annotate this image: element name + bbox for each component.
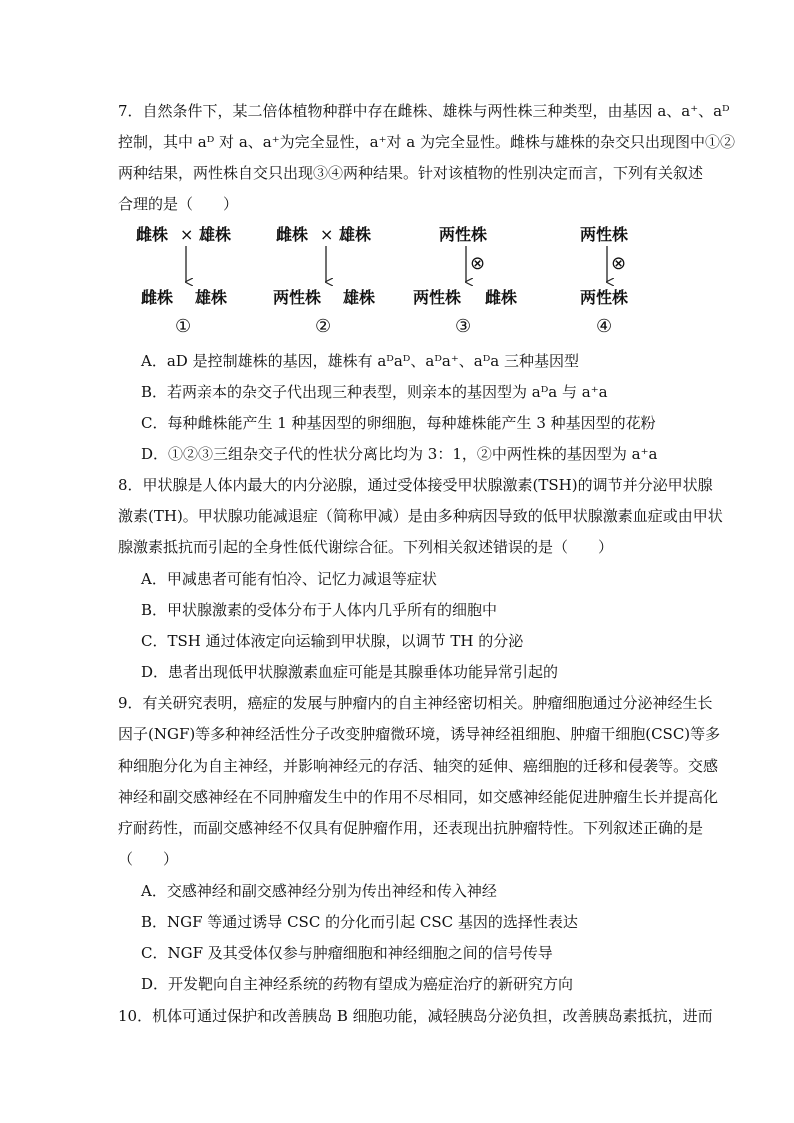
q7-option-b: B．若两亲本的杂交子代出现三种表型，则亲本的基因型为 aᴰa 与 a⁺a	[141, 383, 608, 401]
q9-option-c: C．NGF 及其受体仅参与肿瘤细胞和神经细胞之间的信号传导	[141, 944, 553, 962]
q7-option-d: D．①②③三组杂交子代的性状分离比均为 3：1，②中两性株的基因型为 a⁺a	[141, 445, 658, 463]
cross1-number: ①	[175, 316, 192, 337]
cross3-number: ③	[455, 316, 472, 337]
q7-option-a: A．aD 是控制雄株的基因，雄株有 aᴰaᴰ、aᴰa⁺、aᴰa 三种基因型	[141, 352, 579, 370]
cross3-offspring1: 两性株	[413, 288, 462, 307]
q9-stem-line: 因子(NGF)等多种神经活性分子改变肿瘤微环境，诱导神经祖细胞、肿瘤干细胞(CSC)等多	[118, 725, 721, 743]
cross4-parent: 两性株	[580, 225, 629, 244]
q9-stem-line: （ ）	[118, 850, 179, 868]
q7-stem-line: 两种结果，两性株自交只出现③④两种结果。针对该植物的性别决定而言，下列有关叙述	[118, 164, 704, 182]
q7-stem-line: 合理的是（ ）	[118, 195, 239, 213]
cross3-parent: 两性株	[439, 225, 488, 244]
cross2-offspring2: 雄株	[343, 288, 376, 307]
q7-stem-line: 7．自然条件下，某二倍体植物种群中存在雌株、雄株与两性株三种类型，由基因 a、a⁺、aᴰ	[118, 102, 730, 120]
cross1-parent1: 雌株	[136, 225, 169, 244]
cross1-offspring1: 雌株	[141, 288, 174, 307]
q7-stem-line: 控制，其中 aᴰ 对 a、a⁺为完全显性，a⁺对 a 为完全显性。雌株与雄株的杂交只出现图中①②	[118, 133, 735, 151]
cross1-times: ×	[180, 225, 194, 244]
q8-stem-line: 激素(TH)。甲状腺功能减退症（简称甲减）是由多种病因导致的低甲状腺激素血症或由甲状	[118, 507, 723, 525]
q9-option-a: A．交感神经和副交感神经分别为传出神经和传入神经	[141, 882, 497, 900]
cross3-offspring2: 雌株	[485, 288, 518, 307]
q8-stem-line: 腺激素抵抗而引起的全身性低代谢综合征。下列相关叙述错误的是（ ）	[118, 538, 614, 556]
cross1-parent2: 雄株	[199, 225, 232, 244]
cross2-parent1: 雌株	[276, 225, 309, 244]
q8-option-a: A．甲减患者可能有怕冷、记忆力减退等症状	[141, 570, 437, 588]
q8-option-d: D．患者出现低甲状腺激素血症可能是其腺垂体功能异常引起的	[141, 663, 559, 681]
cross4-offspring1: 两性株	[580, 288, 629, 307]
q9-stem-line: 疗耐药性，而副交感神经不仅具有促肿瘤作用，还表现出抗肿瘤特性。下列叙述正确的是	[118, 819, 704, 837]
q8-option-c: C．TSH 通过体液定向运输到甲状腺，以调节 TH 的分泌	[141, 632, 524, 650]
cross2-parent2: 雄株	[339, 225, 372, 244]
q8-stem-line: 8．甲状腺是人体内最大的内分泌腺，通过受体接受甲状腺激素(TSH)的调节并分泌甲状腺	[118, 476, 713, 494]
cross2-times: ×	[320, 225, 334, 244]
cross4-selfing-symbol: ⊗	[611, 253, 627, 274]
q8-option-b: B．甲状腺激素的受体分布于人体内几乎所有的细胞中	[141, 601, 498, 619]
q9-stem-line: 9．有关研究表明，癌症的发展与肿瘤内的自主神经密切相关。肿瘤细胞通过分泌神经生长	[118, 694, 713, 712]
cross3-selfing-symbol: ⊗	[470, 253, 486, 274]
q9-option-b: B．NGF 等通过诱导 CSC 的分化而引起 CSC 基因的选择性表达	[141, 913, 578, 931]
genetics-cross-diagram	[128, 222, 648, 344]
q9-stem-line: 种细胞分化为自主神经，并影响神经元的存活、轴突的延伸、癌细胞的迁移和侵袭等。交感	[118, 757, 719, 775]
q9-stem-line: 神经和副交感神经在不同肿瘤发生中的作用不尽相同，如交感神经能促进肿瘤生长并提高化	[118, 788, 719, 806]
cross1-offspring2: 雄株	[195, 288, 228, 307]
q7-option-c: C．每种雌株能产生 1 种基因型的卵细胞，每种雄株能产生 3 种基因型的花粉	[141, 414, 656, 432]
cross2-number: ②	[315, 316, 332, 337]
q9-option-d: D．开发靶向自主神经系统的药物有望成为癌症治疗的新研究方向	[141, 975, 574, 993]
cross2-offspring1: 两性株	[273, 288, 322, 307]
cross4-number: ④	[596, 316, 613, 337]
q10-stem-line: 10．机体可通过保护和改善胰岛 B 细胞功能，减轻胰岛分泌负担，改善胰岛素抵抗，进而	[118, 1007, 713, 1025]
